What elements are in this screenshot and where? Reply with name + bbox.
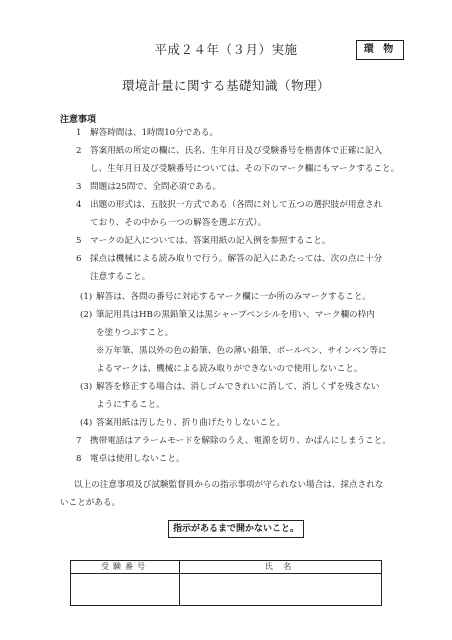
- subitem-number: (3): [80, 382, 93, 392]
- item-number: 3: [76, 182, 82, 192]
- table-header-divider: [71, 573, 381, 574]
- subitem-line: 答案用紙は汚したり、折り曲げたりしないこと。: [96, 418, 286, 428]
- subitem-number: (4): [80, 418, 93, 428]
- subject-badge: 環 物: [356, 40, 404, 60]
- item-line: 答案用紙の所定の欄に、氏名、生年月日及び受験番号を楷書体で正確に記入: [90, 146, 383, 156]
- item-line: 出題の形式は、五肢択一方式である（各問に対して五つの選択肢が用意され: [90, 200, 383, 210]
- closing-line: 以上の注意事項及び試験監督員からの指示事項が守られない場合は、採点されな: [74, 480, 384, 490]
- item-number: 2: [76, 146, 82, 156]
- subitem-line: 筆記用具はHBの黒鉛筆又は黒シャープペンシルを用い、マーク欄の枠内: [96, 310, 375, 320]
- closing-line: いことがある。: [60, 498, 121, 508]
- item-line: 注意すること。: [90, 272, 151, 282]
- subitem-line: 解答を修正する場合は、消しゴムできれいに消して、消しくずを残さない: [96, 382, 380, 392]
- subitem-line: ようにすること。: [96, 400, 165, 410]
- item-line: 問題は25問で、全問必須である。: [90, 182, 222, 192]
- exam-title: 環境計量に関する基礎知識（物理）: [121, 78, 330, 93]
- item-line: 採点は機械による読み取りで行う。解答の記入にあたっては、次の点に十分: [90, 254, 383, 264]
- exam-date: 平成２４年（３月）実施: [154, 42, 298, 57]
- item-number: 8: [76, 454, 82, 464]
- subitem-line: ※万年筆、黒以外の色の鉛筆、色の薄い鉛筆、ボールペン、サインペン等に: [96, 346, 387, 356]
- subitem-number: (1): [80, 292, 93, 302]
- table-column-divider: [179, 561, 180, 605]
- name-header: 氏 名: [264, 562, 296, 571]
- item-line: 解答時間は、1時間10分である。: [90, 128, 219, 138]
- subitem-line: よるマークは、機械による読み取りができないので使用しないこと。: [96, 364, 363, 374]
- item-line: 電卓は使用しないこと。: [90, 454, 185, 464]
- item-number: 1: [76, 128, 82, 138]
- item-number: 7: [76, 436, 82, 446]
- item-number: 5: [76, 236, 82, 246]
- item-line: 携帯電話はアラームモードを解除のうえ、電源を切り、かばんにしまうこと。: [90, 436, 391, 446]
- item-number: 4: [76, 200, 82, 210]
- subitem-line: 解答は、各問の番号に対応するマーク欄に一か所のみマークすること。: [96, 292, 372, 302]
- item-line: マークの記入については、答案用紙の記入例を参照すること。: [90, 236, 331, 246]
- examinee-number-header: 受験番号: [101, 562, 149, 571]
- notes-heading: 注意事項: [60, 115, 97, 125]
- item-number: 6: [76, 254, 82, 264]
- item-line: し、生年月日及び受験番号については、その下のマーク欄にもマークすること。: [90, 164, 400, 174]
- item-line: ており、その中から一つの解答を選ぶ方式）。: [90, 218, 267, 228]
- do-not-open-notice: 指示があるまで開かないこと。: [168, 520, 304, 538]
- subitem-number: (2): [80, 310, 93, 320]
- examinee-info-table: [70, 560, 382, 606]
- subitem-line: を塗りつぶすこと。: [96, 328, 174, 338]
